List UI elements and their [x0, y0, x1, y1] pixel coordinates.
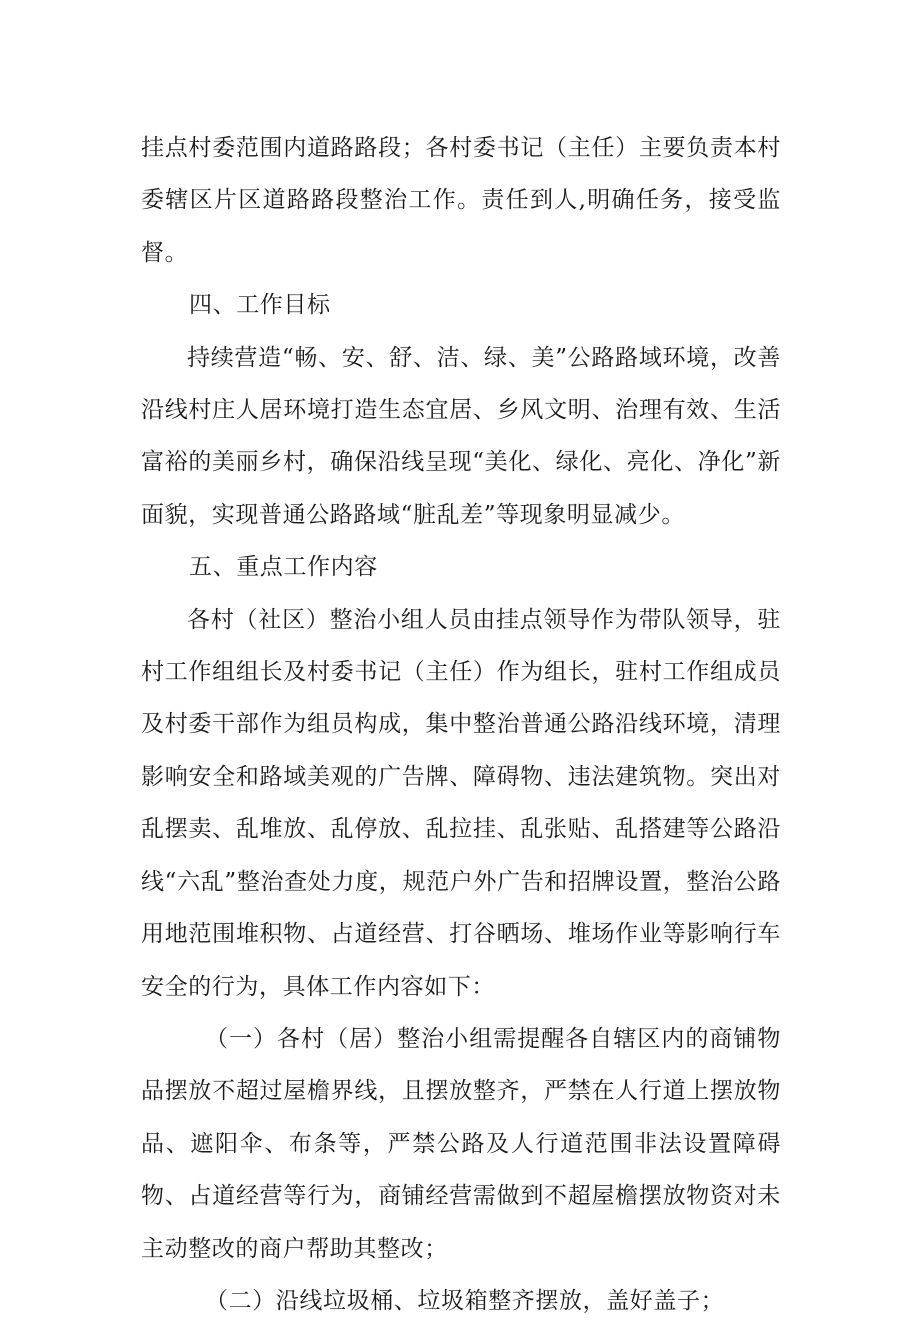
paragraph-key-work: 各村（社区）整治小组人员由挂点领导作为带队领导，驻村工作组组长及村委书记（主任）作为组长，驻村工作组成员及村委干部作为组员构成，集中整治普通公路沿线环境，清理影响安全和路域美观的广告牌、障碍物、违法建筑物。突出对乱摆卖、乱堆放、乱停放、乱拉挂、乱张贴、乱搭建等公路沿线“六乱”整治查处力度，规范户外广告和招牌设置，整治公路用地范围堆积物、占道经营、打谷晒场、堆场作业等影响行车安全的行为，具体工作内容如下：: [141, 606, 781, 1000]
paragraph-item-1: （一）各村（居）整治小组需提醒各自辖区内的商铺物品摆放不超过屋檐界线，且摆放整齐，严禁在人行道上摆放物品、遮阳伞、布条等，严禁公路及人行道范围非法设置障碍物、占道经营等行为，商铺经营需做到不超屋檐摆放物资对未主动整改的商户帮助其整改；: [141, 1025, 781, 1262]
section-heading-5: 五、重点工作内容: [189, 554, 378, 581]
paragraph-work-goals: 持续营造“畅、安、舒、洁、绿、美”公路路域环境，改善沿线村庄人居环境打造生态宜居、乡风文明、治理有效、生活富裕的美丽乡村，确保沿线呈现“美化、绿化、亮化、净化”新面貌，实现普通公路路域“脏乱差”等现象明显减少。: [141, 344, 781, 528]
section-heading-4: 四、工作目标: [189, 292, 331, 319]
paragraph-item-2: （二）沿线垃圾桶、垃圾箱整齐摆放，盖好盖子；: [205, 1287, 725, 1314]
document-body: [141, 122, 781, 1327]
paragraph-continuation: 挂点村委范围内道路路段；各村委书记（主任）主要负责本村委辖区片区道路路段整治工作。责任到人,明确任务，接受监督。: [141, 135, 781, 266]
